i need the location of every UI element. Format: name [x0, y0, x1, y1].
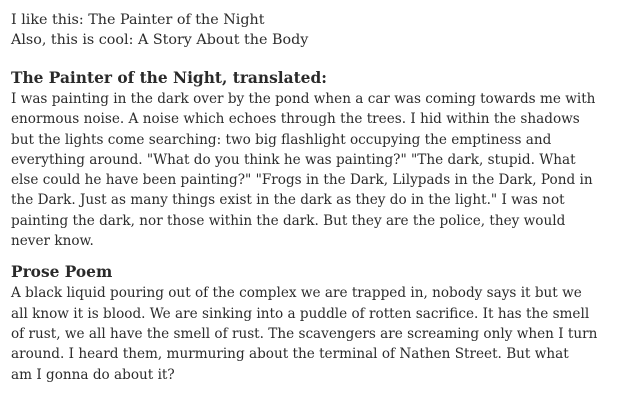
body-line: the Dark. Just as many things exist in the dark as they do in the light." I was not: [11, 192, 565, 209]
section-body-prose-poem: [11, 283, 598, 384]
body-line: else could he have been painting?" "Frogs in the Dark, Lilypads in the Dark, Pond in: [11, 172, 593, 189]
intro-line-2: Also, this is cool: A Story About the Body: [11, 32, 309, 48]
body-line: painting the dark, nor those within the dark. But they are the police, they would: [11, 212, 566, 229]
body-line: all know it is blood. We are sinking into a puddle of rotten sacrifice. It has the smell: [11, 305, 590, 322]
section-heading-painter: The Painter of the Night, translated:: [11, 69, 327, 87]
intro-line-1: I like this: The Painter of the Night: [11, 12, 265, 28]
body-line: of rust, we all have the smell of rust. The scavengers are screaming only when I turn: [11, 325, 598, 342]
section-heading-prose-poem: Prose Poem: [11, 263, 113, 282]
body-line: A black liquid pouring out of the complex we are trapped in, nobody says it but we: [11, 285, 582, 302]
body-line: never know.: [11, 233, 94, 250]
section-body-painter: [11, 89, 596, 251]
body-line: around. I heard them, murmuring about the terminal of Nathen Street. But what: [11, 346, 569, 363]
body-line: everything around. "What do you think he was painting?" "The dark, stupid. What: [11, 151, 576, 168]
body-line: am I gonna do about it?: [11, 366, 175, 383]
body-line: I was painting in the dark over by the pond when a car was coming towards me with: [11, 91, 596, 107]
body-line: but the lights come searching: two big flashlight occupying the emptiness and: [11, 131, 552, 148]
body-line: enormous noise. A noise which echoes through the trees. I hid within the shadows: [11, 111, 580, 128]
document-page: [11, 10, 598, 385]
